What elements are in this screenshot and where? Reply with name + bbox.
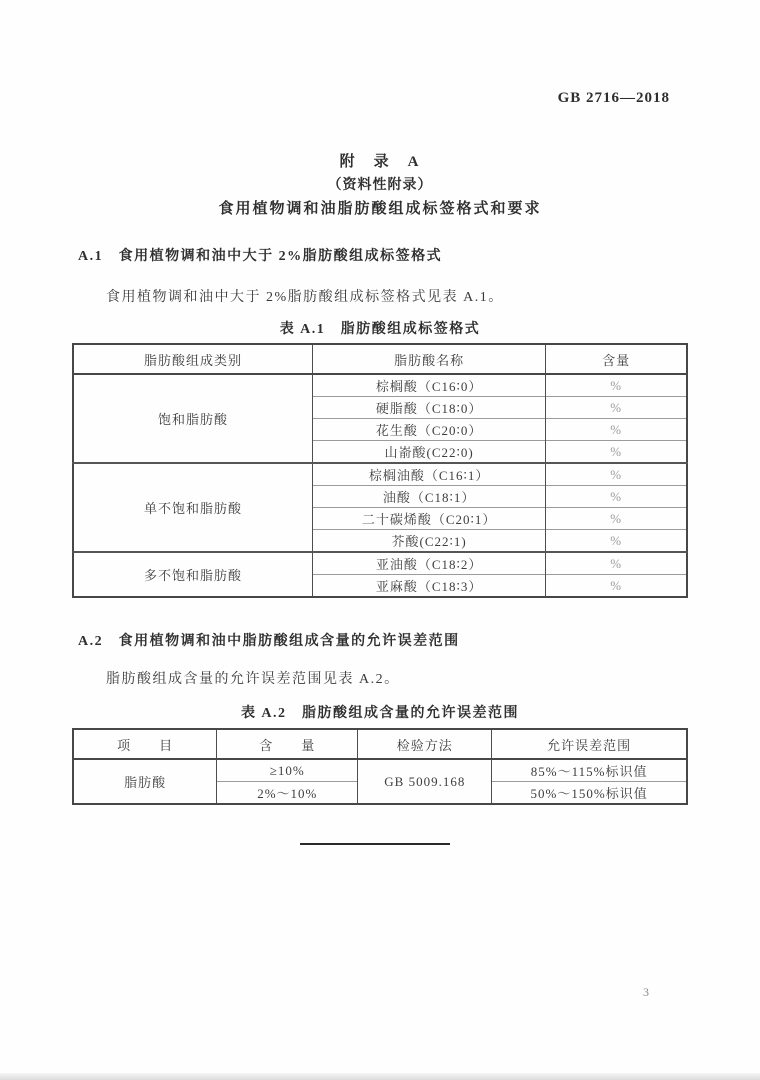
item-name: 脂肪酸	[73, 759, 217, 804]
table-a2-caption: 表 A.2 脂肪酸组成含量的允许误差范围	[240, 706, 520, 721]
acid-name: 山嵛酸(C22∶0)	[312, 441, 545, 464]
acid-content: %	[546, 552, 687, 575]
page-number: 3	[643, 985, 649, 999]
standard-number: GB 2716—2018	[557, 90, 670, 106]
appendix-subtitle: （资料性附录）	[327, 178, 433, 193]
acid-content: %	[546, 486, 687, 508]
tolerance-range: 50%～150%标识值	[492, 782, 687, 805]
table-a2-header-method: 检验方法	[358, 729, 492, 759]
section-a1-paragraph: 食用植物调和油中大于 2%脂肪酸组成标签格式见表 A.1。	[106, 290, 504, 305]
appendix-description: 食用植物调和油脂肪酸组成标签格式和要求	[218, 201, 542, 217]
category-monounsaturated: 单不饱和脂肪酸	[73, 463, 312, 552]
acid-name: 亚麻酸（C18∶3）	[312, 575, 545, 598]
table-a1-header-name: 脂肪酸名称	[312, 344, 545, 374]
acid-content: %	[546, 441, 687, 464]
end-of-document-rule	[300, 843, 450, 845]
acid-content: %	[546, 530, 687, 553]
table-a2-header-row	[73, 729, 687, 759]
acid-content: %	[546, 374, 687, 397]
table-a1-header-category: 脂肪酸组成类别	[73, 344, 312, 374]
acid-name: 硬脂酸（C18∶0）	[312, 397, 545, 419]
table-a1	[72, 343, 688, 598]
acid-name: 棕榈油酸（C16∶1）	[312, 463, 545, 486]
acid-name: 油酸（C18∶1）	[312, 486, 545, 508]
category-polyunsaturated: 多不饱和脂肪酸	[73, 552, 312, 597]
category-saturated: 饱和脂肪酸	[73, 374, 312, 463]
acid-content: %	[546, 575, 687, 598]
table-row	[73, 552, 687, 575]
content-range: ≥10%	[217, 759, 358, 782]
table-row	[73, 759, 687, 782]
acid-name: 亚油酸（C18∶2）	[312, 552, 545, 575]
acid-name: 花生酸（C20∶0）	[312, 419, 545, 441]
table-a2-container	[72, 728, 688, 805]
appendix-title: 附 录 A	[339, 154, 421, 170]
table-a1-header-content: 含量	[546, 344, 687, 374]
acid-content: %	[546, 419, 687, 441]
tolerance-range: 85%～115%标识值	[492, 759, 687, 782]
table-row	[73, 374, 687, 397]
acid-content: %	[546, 508, 687, 530]
table-a1-container	[72, 343, 688, 598]
table-row	[73, 463, 687, 486]
acid-name: 芥酸(C22∶1)	[312, 530, 545, 553]
acid-content: %	[546, 397, 687, 419]
acid-content: %	[546, 463, 687, 486]
table-a1-caption: 表 A.1 脂肪酸组成标签格式	[279, 322, 481, 337]
test-method: GB 5009.168	[358, 759, 492, 804]
table-a2-header-content: 含 量	[217, 729, 358, 759]
section-a2-heading: A.2 食用植物调和油中脂肪酸组成含量的允许误差范围	[78, 634, 460, 649]
table-a2-header-tolerance: 允许误差范围	[492, 729, 687, 759]
content-range: 2%～10%	[217, 782, 358, 805]
scan-edge-artifact	[0, 1073, 760, 1080]
acid-name: 棕榈酸（C16∶0）	[312, 374, 545, 397]
table-a1-header-row	[73, 344, 687, 374]
section-a2-paragraph: 脂肪酸组成含量的允许误差范围见表 A.2。	[106, 672, 400, 687]
acid-name: 二十碳烯酸（C20∶1）	[312, 508, 545, 530]
table-a2	[72, 728, 688, 805]
section-a1-heading: A.1 食用植物调和油中大于 2%脂肪酸组成标签格式	[78, 249, 443, 264]
table-a2-header-item: 项 目	[73, 729, 217, 759]
